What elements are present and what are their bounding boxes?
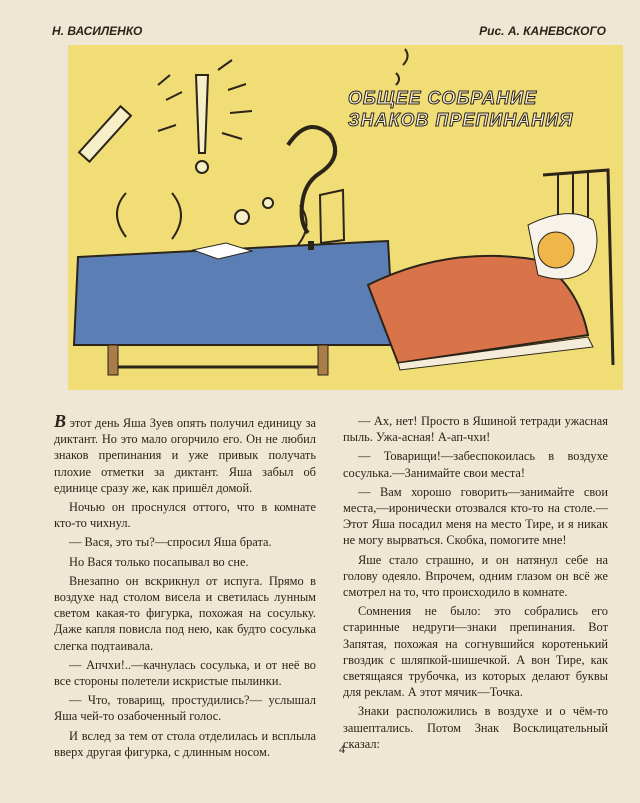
paragraph: — Вам хорошо говорить—занимайте свои места,—иронически отозвался кто-то на столе.—Этот Яша посадил меня на место Тире, и я никак не могу вырваться. Скобка, помогите мне!	[343, 484, 608, 548]
illustrator-credit: Рис. А. КАНЕВСКОГО	[479, 24, 606, 38]
paragraph: — Вася, это ты?—спросил Яша брата.	[69, 535, 272, 550]
page-number: 4	[339, 742, 345, 756]
paragraph: Сомнения не было: это собрались его старинные недруги—знаки препинания. Вот Запятая, похожая на согнувшийся коротенький гвоздик с шляпкой-шишечкой. А вон Тире, как светящаяся трубочка, из которых делают буквы для реклам. А этот мячик—Точка.	[343, 604, 608, 700]
story-illustration	[68, 45, 623, 390]
paragraph: И вслед за тем от стола отделилась и всплыла вверх другая фигурка, с длинным носом.	[54, 728, 316, 759]
paragraph: В этот день Яша Зуев опять получил единицу за диктант. Но это мало огорчило его. Он не любил знаков препинания и уже привык получать плохие отметки за диктант. Яша забыл об единице сразу же, как пришёл домой.	[54, 411, 316, 495]
author-name: Н. ВАСИЛЕНКО	[52, 24, 143, 38]
right-text-column	[343, 413, 608, 755]
page-header	[52, 18, 618, 38]
table	[74, 190, 394, 375]
paragraph: Яше стало страшно, и он натянул себе на голову одеяло. Впрочем, одним глазом он всё же смотрел на то, что происходило в комнате.	[343, 552, 608, 600]
story-title	[348, 87, 618, 131]
paragraph: — Что, товарищ, простудились?— услышал Яша чей-то озабоченный голос.	[54, 693, 316, 724]
bed	[368, 170, 613, 370]
left-text-column	[54, 413, 316, 763]
paragraph: Но Вася только посапывал во сне.	[69, 554, 249, 569]
drop-cap: В	[54, 411, 67, 431]
paragraph: Внезапно он вскрикнул от испуга. Прямо в воздухе над столом висела и светилась лунным светом какая-то фигурка, похожая на сосульку. Даже капля повисла под нею, как будто сосулька слегка подтаивала.	[54, 573, 316, 653]
paragraph: — Апчхи!..—качнулась сосулька, и от неё во все стороны полетели искристые пылинки.	[54, 657, 316, 689]
punctuation-marks	[79, 49, 408, 245]
title-line-1: ОБЩЕЕ СОБРАНИЕ	[348, 88, 538, 108]
title-line-2: ЗНАКОВ ПРЕПИНАНИЯ	[348, 110, 574, 130]
paragraph: Знаки расположились в воздухе и о чём-то зашептались. Потом Знак Восклицательный сказал:	[343, 704, 608, 751]
paragraph: — Ах, нет! Просто в Яшиной тетради ужасная пыль. Ужа-асная! А-ап-чхи!	[343, 414, 608, 445]
paragraph: — Товарищи!—забеспокоилась в воздухе сосулька.—Занимайте свои места!	[343, 449, 608, 480]
paragraph: Ночью он проснулся оттого, что в комнате кто-то чихнул.	[54, 500, 316, 531]
